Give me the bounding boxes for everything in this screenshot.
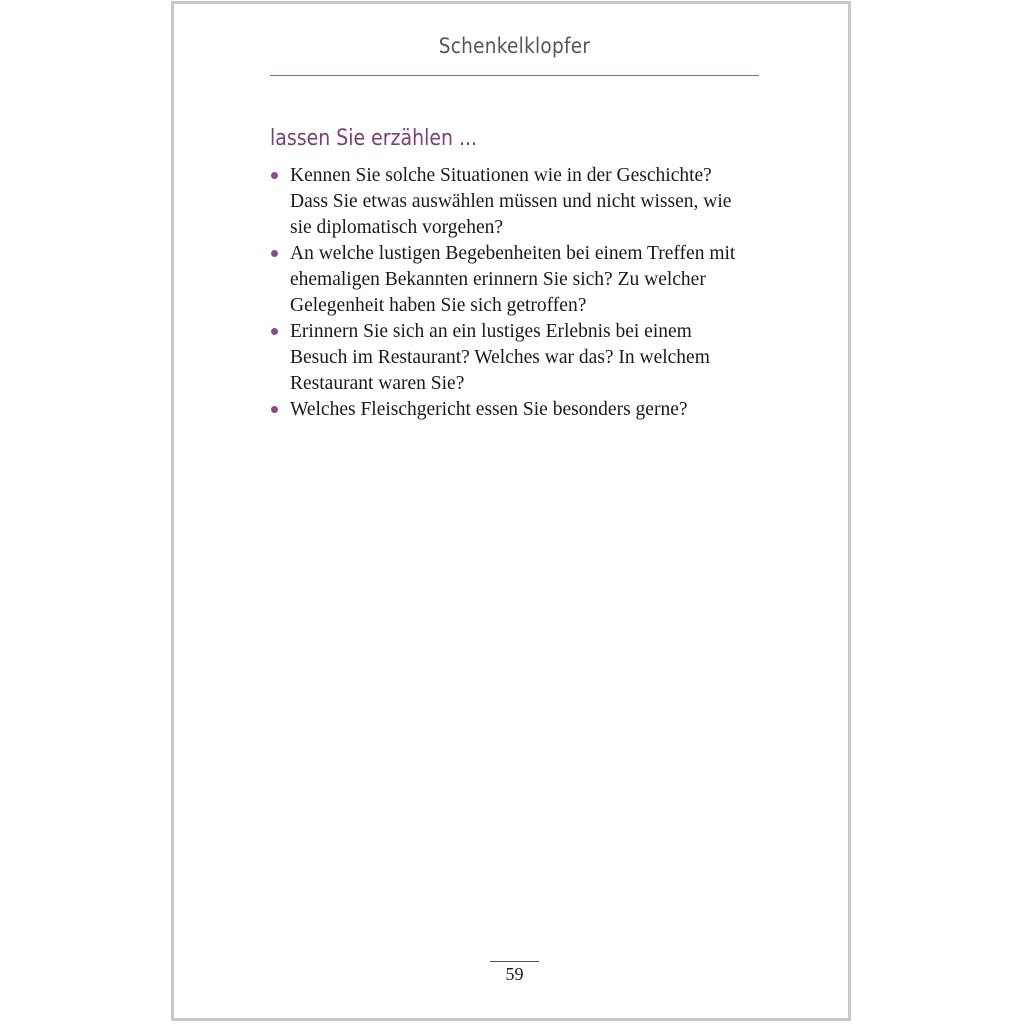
list-item-line: Gelegenheit haben Sie sich getroffen?: [290, 295, 587, 316]
list-item: [270, 241, 770, 319]
page-number: 59: [505, 964, 524, 984]
list-item-line: Restaurant waren Sie?: [290, 373, 465, 394]
header-rule: [270, 75, 759, 76]
list-item-line: Besuch im Restaurant? Welches war das? In welchem: [290, 347, 710, 368]
list-item-line: Erinnern Sie sich an ein lustiges Erlebnis bei einem: [290, 321, 692, 342]
list-item: [270, 319, 770, 397]
list-item-line: ehemaligen Bekannten erinnern Sie sich? Zu welcher: [290, 269, 706, 290]
list-item-line: Kennen Sie solche Situationen wie in der Geschichte?: [290, 165, 712, 186]
bullet-icon: [271, 172, 278, 179]
bullet-icon: [271, 328, 278, 335]
list-item: [270, 397, 770, 423]
book-page: [171, 1, 851, 1021]
bullet-icon: [271, 406, 278, 413]
list-item-line: Welches Fleischgericht essen Sie besonders gerne?: [290, 399, 688, 420]
list-item-line: sie diplomatisch vorgehen?: [290, 217, 504, 238]
list-item-line: An welche lustigen Begebenheiten bei einem Treffen mit: [290, 243, 736, 264]
folio-rule: [490, 961, 539, 962]
question-list: [270, 163, 770, 423]
list-item: [270, 163, 770, 241]
running-head: Schenkelklopfer: [438, 34, 591, 58]
bullet-icon: [271, 250, 278, 257]
section-heading: lassen Sie erzählen ...: [270, 126, 478, 151]
list-item-line: Dass Sie etwas auswählen müssen und nicht wissen, wie: [290, 191, 732, 212]
